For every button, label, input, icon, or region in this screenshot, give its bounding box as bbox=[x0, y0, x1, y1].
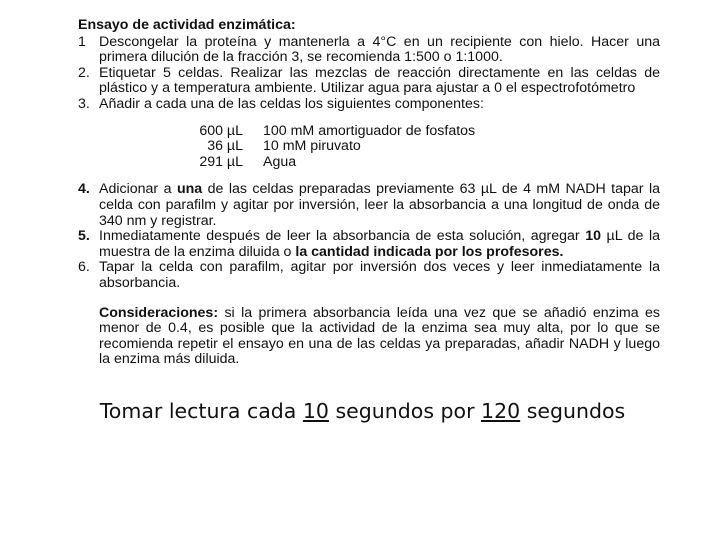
instruction-text: segundos bbox=[520, 399, 626, 423]
step-text: Añadir a cada una de las celdas los siguientes componentes: bbox=[99, 95, 484, 112]
step-text-emphasis: 10 bbox=[585, 228, 601, 245]
step-item bbox=[78, 229, 660, 260]
step-text-part: de las celdas preparadas previamente 63 µL de 4 mM NADH tapar la celda con parafilm y agitar por inversión, leer la absorbancia a una longitud de onda de 340 nm y registrar. bbox=[99, 181, 660, 229]
component-description: Agua bbox=[263, 153, 297, 170]
step-item bbox=[78, 97, 660, 113]
step-text: Etiquetar 5 celdas. Realizar las mezclas de reacción directamente en las celdas de plástico y a temperatura ambiente. Utilizar agua para ajustar a 0 el espectrofotómetro bbox=[99, 64, 660, 97]
component-row bbox=[199, 139, 475, 155]
considerations-text: si la primera absorbancia leída una vez que se añadió enzima es menor de 0.4, es posible que la actividad de la enzima sea muy alta, por lo que se recomienda repetir el ensayo en una de las celdas ya preparadas, añadir NADH y luego la enzima más diluida. bbox=[99, 304, 660, 368]
instruction-text: segundos por bbox=[328, 399, 482, 423]
components-table bbox=[199, 124, 475, 171]
procedure-document bbox=[78, 18, 660, 368]
step-text: Tapar la celda con parafilm, agitar por inversión dos veces y leer inmediatamente la absorbancia. bbox=[99, 259, 660, 291]
component-row bbox=[199, 124, 475, 140]
component-quantity: 600 µL bbox=[199, 122, 243, 139]
step-item bbox=[78, 182, 660, 229]
reading-instruction bbox=[0, 397, 720, 425]
document-title: Ensayo de actividad enzimática: bbox=[78, 17, 296, 33]
component-quantity: 36 µL bbox=[207, 138, 243, 155]
step-text: Descongelar la proteína y mantenerla a 4°C en un recipiente con hielo. Hacer una primera dilución de la fracción 3, se recomienda 1:500 o 1:1000. bbox=[99, 33, 660, 66]
step-item bbox=[78, 35, 660, 66]
step-number: 4. bbox=[78, 181, 90, 198]
step-number: 2. bbox=[78, 64, 90, 81]
component-description: 10 mM piruvato bbox=[263, 138, 361, 155]
step-number: 1 bbox=[78, 33, 86, 50]
component-quantity: 291 µL bbox=[199, 153, 243, 170]
step-number: 3. bbox=[78, 95, 90, 112]
step-number: 5. bbox=[78, 228, 90, 245]
step-text bbox=[99, 229, 660, 260]
step-text-part: Adicionar a bbox=[99, 181, 177, 198]
step-text-emphasis: la cantidad indicada por los profesores. bbox=[295, 243, 564, 260]
considerations-note bbox=[78, 306, 660, 368]
interval-value: 10 bbox=[302, 399, 329, 423]
step-text-emphasis: una bbox=[176, 181, 203, 198]
component-description: 100 mM amortiguador de fosfatos bbox=[263, 122, 476, 139]
instruction-text: Tomar lectura cada bbox=[99, 399, 303, 423]
step-text bbox=[99, 182, 660, 229]
step-text-part: µL de la muestra de la enzima diluida o bbox=[99, 228, 660, 260]
step-text-part: Inmediatamente después de leer la absorbancia de esta solución, agregar bbox=[99, 228, 586, 245]
total-duration-value: 120 bbox=[481, 399, 521, 423]
considerations-label: Consideraciones: bbox=[99, 304, 219, 321]
step-item bbox=[78, 260, 660, 291]
step-number: 6. bbox=[78, 259, 90, 276]
step-item bbox=[78, 66, 660, 97]
component-row bbox=[199, 155, 475, 171]
